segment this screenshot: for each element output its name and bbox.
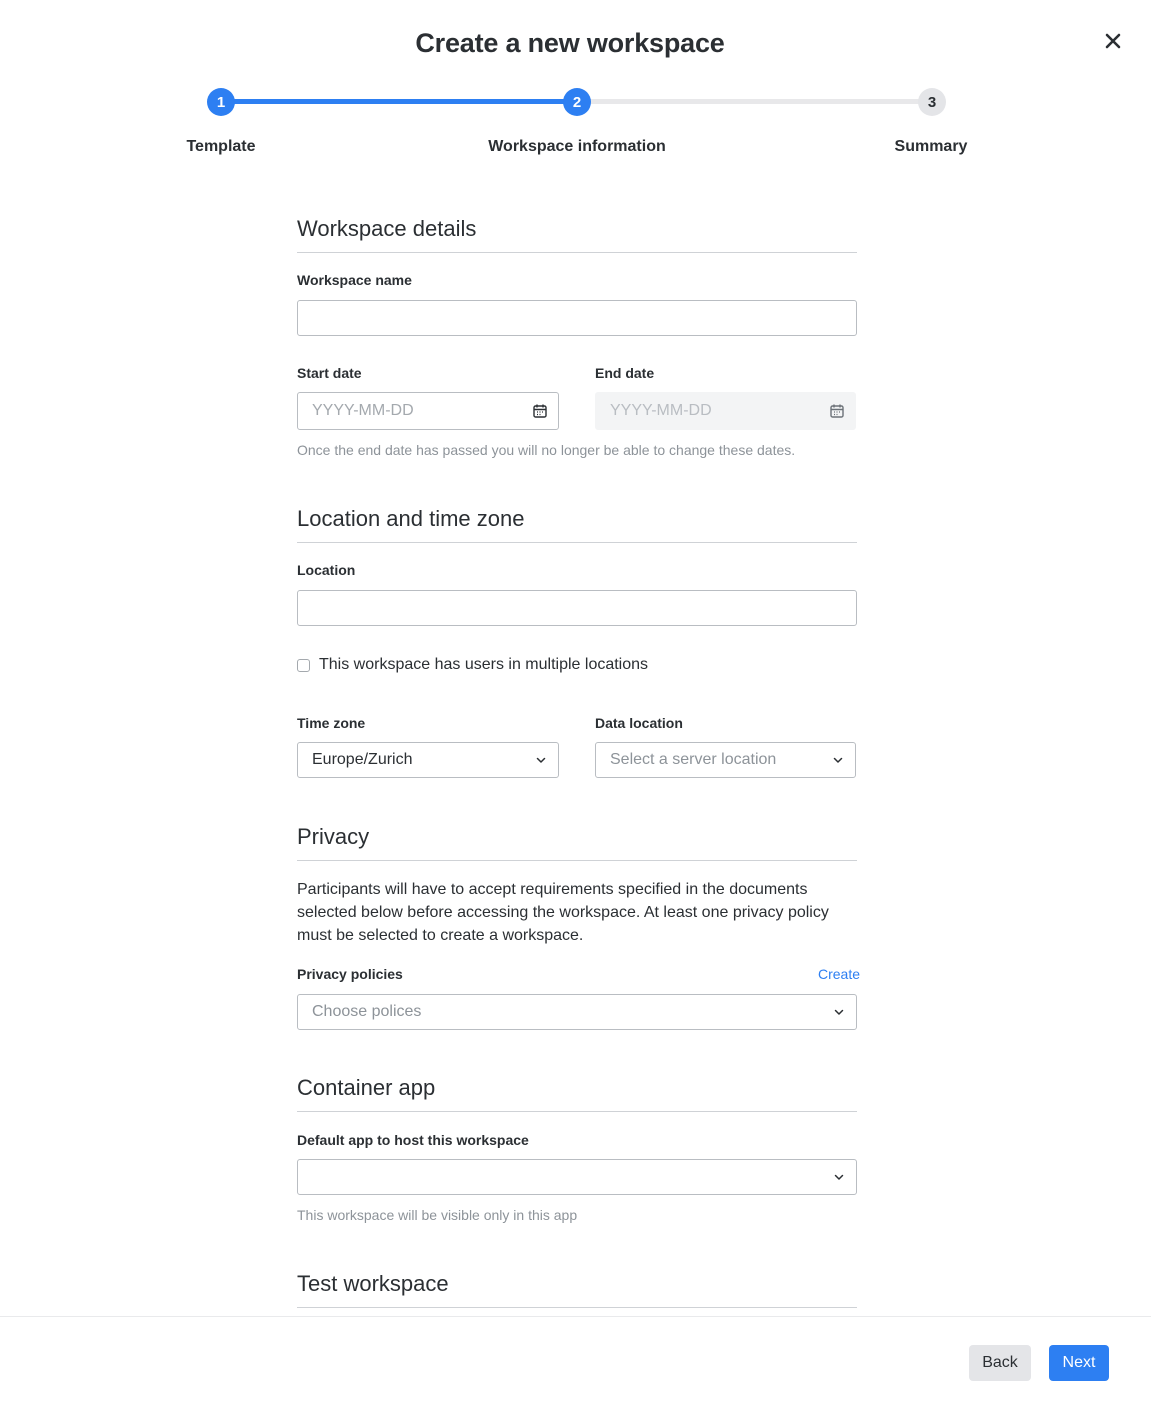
- start-date-input[interactable]: [298, 393, 558, 429]
- data-location-label: Data location: [595, 715, 683, 731]
- stepper-track-completed: [221, 99, 577, 104]
- step-1-label: Template: [186, 138, 256, 155]
- default-app-select[interactable]: [297, 1159, 857, 1195]
- location-field[interactable]: [297, 590, 857, 626]
- section-title-privacy: Privacy: [297, 824, 857, 861]
- stepper-track-upcoming: [577, 99, 932, 104]
- calendar-icon[interactable]: [532, 403, 548, 419]
- next-button[interactable]: Next: [1049, 1345, 1109, 1381]
- step-2-label: Workspace information: [488, 138, 666, 155]
- step-2-circle[interactable]: 2: [563, 88, 591, 116]
- multiple-locations-checkbox-row[interactable]: [297, 656, 648, 674]
- privacy-policies-label: Privacy policies: [297, 966, 403, 982]
- start-date-label: Start date: [297, 365, 362, 381]
- end-date-field: [595, 392, 856, 430]
- chevron-down-icon: [833, 1171, 845, 1183]
- section-title-workspace-details: Workspace details: [297, 216, 857, 253]
- close-button[interactable]: [1100, 28, 1126, 54]
- chevron-down-icon: [833, 1006, 845, 1018]
- time-zone-label: Time zone: [297, 715, 366, 731]
- close-icon: [1100, 28, 1126, 54]
- workspace-name-input[interactable]: [298, 301, 856, 335]
- location-input[interactable]: [298, 591, 856, 625]
- default-app-label: Default app to host this workspace: [297, 1132, 529, 1148]
- date-help-text: Once the end date has passed you will no longer be able to change these dates.: [297, 442, 796, 458]
- step-3-label: Summary: [894, 138, 968, 155]
- step-1-circle[interactable]: 1: [207, 88, 235, 116]
- section-title-location: Location and time zone: [297, 506, 857, 543]
- location-label: Location: [297, 562, 356, 578]
- start-date-field[interactable]: [297, 392, 559, 430]
- chevron-down-icon: [832, 754, 844, 766]
- privacy-description: Participants will have to accept requirements specified in the documents selected below before accessing the workspace. At least one privacy policy must be selected to create a workspace.: [297, 881, 829, 944]
- time-zone-value: Europe/Zurich: [312, 751, 413, 768]
- create-policy-link[interactable]: Create: [818, 966, 861, 982]
- multiple-locations-label[interactable]: This workspace has users in multiple locations: [319, 656, 649, 673]
- modal-title: Create a new workspace: [415, 28, 725, 58]
- chevron-down-icon: [535, 754, 547, 766]
- step-3-circle[interactable]: 3: [918, 88, 946, 116]
- back-button[interactable]: Back: [969, 1345, 1031, 1381]
- data-location-placeholder: Select a server location: [610, 751, 777, 768]
- modal-footer: [0, 1316, 1151, 1405]
- section-title-container-app: Container app: [297, 1075, 857, 1112]
- multiple-locations-checkbox[interactable]: [297, 659, 310, 672]
- default-app-help-text: This workspace will be visible only in this app: [297, 1207, 578, 1223]
- end-date-label: End date: [595, 365, 655, 381]
- workspace-name-label: Workspace name: [297, 272, 412, 288]
- section-title-test-workspace: Test workspace: [297, 1271, 857, 1308]
- time-zone-select[interactable]: [297, 742, 559, 778]
- calendar-icon: [829, 403, 845, 419]
- workspace-name-field[interactable]: [297, 300, 857, 336]
- data-location-select[interactable]: [595, 742, 856, 778]
- end-date-input: [596, 393, 855, 429]
- privacy-policies-select[interactable]: [297, 994, 857, 1030]
- privacy-policies-placeholder: Choose polices: [312, 1003, 422, 1020]
